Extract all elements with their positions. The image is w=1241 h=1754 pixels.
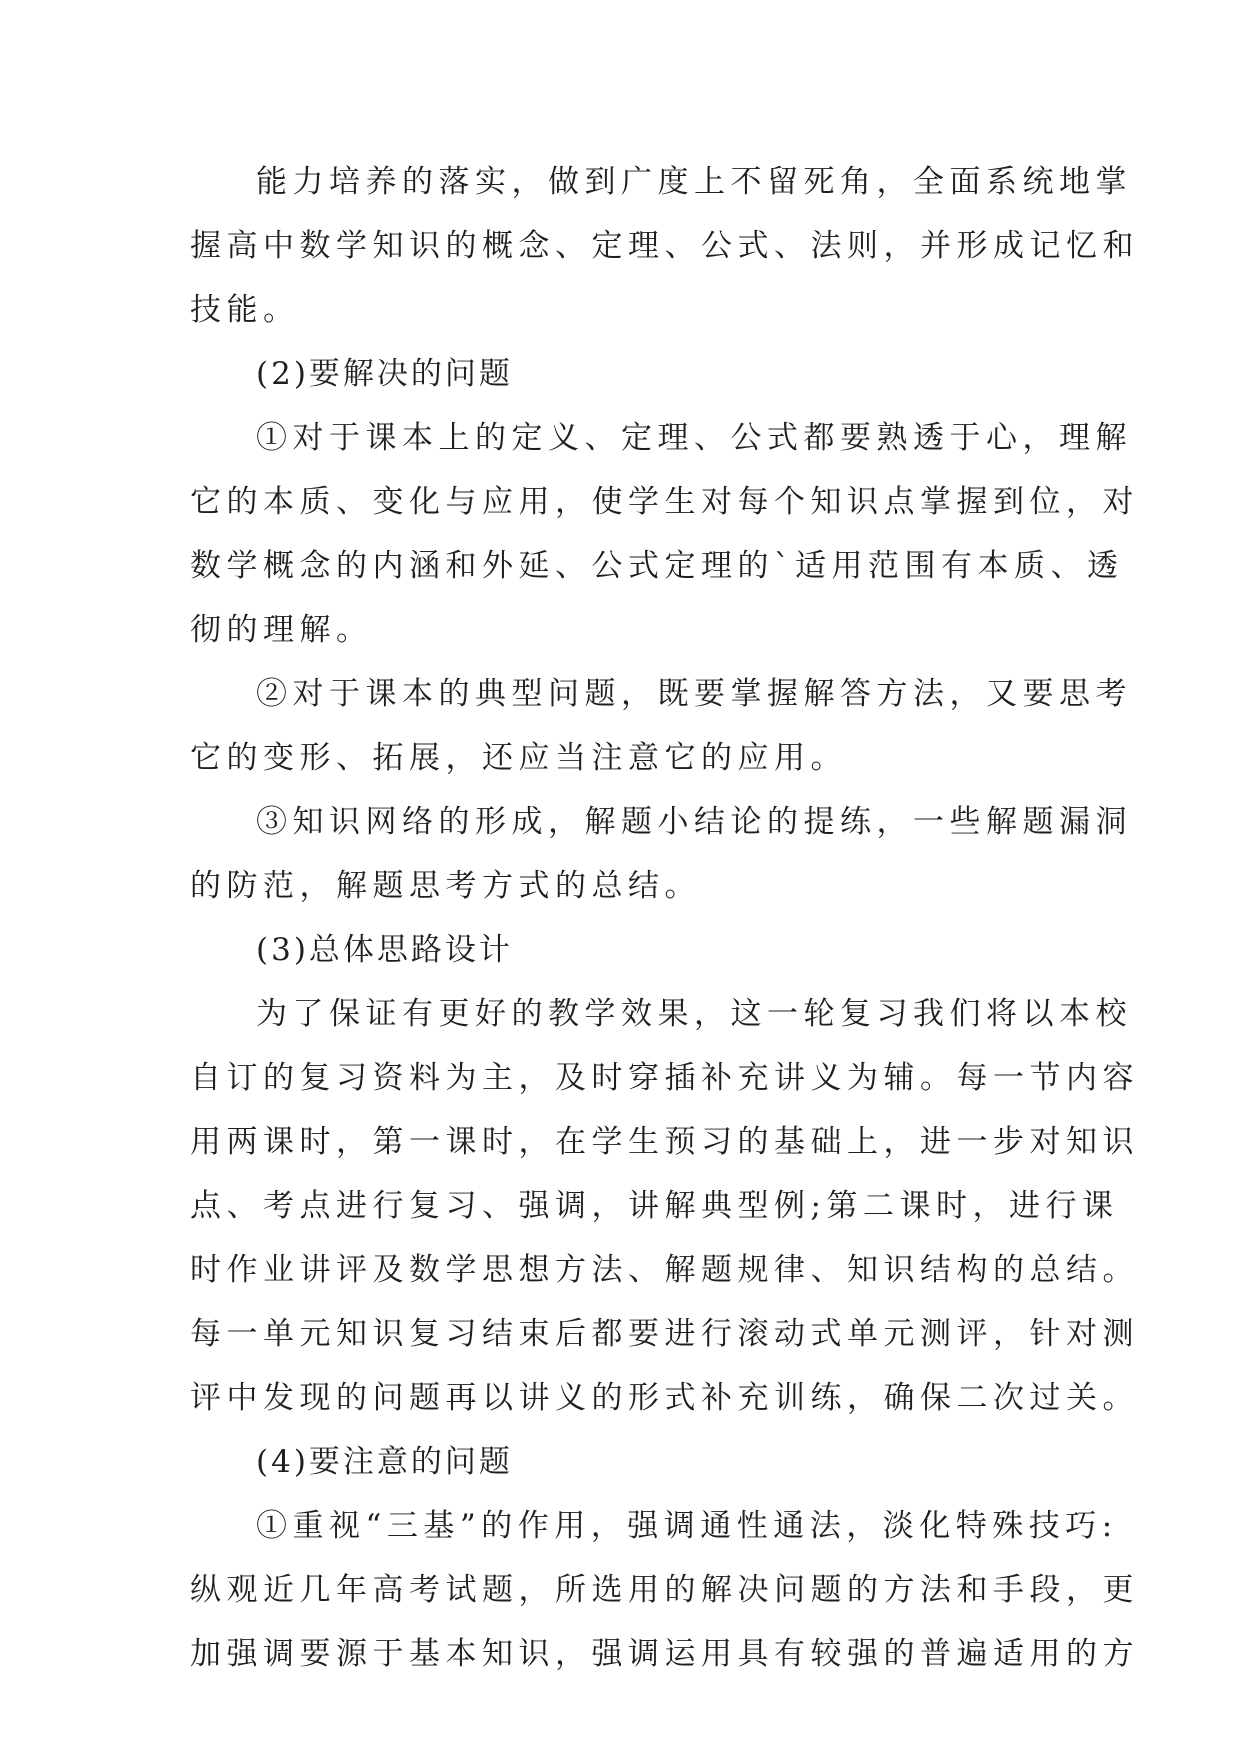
text-line: 握高中数学知识的概念、定理、公式、法则，并形成记忆和	[190, 228, 1139, 264]
text-line: 每一单元知识复习结束后都要进行滚动式单元测评，针对测	[190, 1316, 1139, 1352]
text-line: ①重视“三基”的作用，强调通性通法，淡化特殊技巧:	[256, 1508, 1118, 1544]
text-line: 它的本质、变化与应用，使学生对每个知识点掌握到位，对	[190, 484, 1139, 520]
text-line: 加强调要源于基本知识，强调运用具有较强的普遍适用的方	[190, 1636, 1139, 1672]
text-line: 时作业讲评及数学思想方法、解题规律、知识结构的总结。	[190, 1252, 1139, 1288]
text-line: 它的变形、拓展，还应当注意它的应用。	[190, 740, 847, 776]
text-line: 自订的复习资料为主，及时穿插补充讲义为辅。每一节内容	[190, 1060, 1139, 1096]
section-heading: (3)总体思路设计	[256, 932, 513, 968]
text-line: ②对于课本的典型问题，既要掌握解答方法，又要思考	[256, 676, 1132, 712]
text-line: 纵观近几年高考试题，所选用的解决问题的方法和手段，更	[190, 1572, 1139, 1608]
body-text	[190, 150, 1139, 1686]
text-line: 用两课时，第一课时，在学生预习的基础上，进一步对知识	[190, 1124, 1139, 1160]
text-line: ③知识网络的形成，解题小结论的提练，一些解题漏洞	[256, 804, 1132, 840]
text-line: 能力培养的落实，做到广度上不留死角，全面系统地掌	[256, 164, 1132, 200]
section-heading: (2)要解决的问题	[256, 356, 513, 392]
text-line: 彻的理解。	[190, 612, 373, 648]
text-line: 技能。	[190, 292, 300, 328]
text-line: 评中发现的问题再以讲义的形式补充训练，确保二次过关。	[190, 1380, 1139, 1416]
text-line: 数学概念的内涵和外延、公式定理的`适用范围有本质、透	[190, 548, 1124, 584]
text-line: 的防范，解题思考方式的总结。	[190, 868, 701, 904]
section-heading: (4)要注意的问题	[256, 1444, 513, 1480]
text-line: 为了保证有更好的教学效果，这一轮复习我们将以本校	[256, 996, 1132, 1032]
text-line: 点、考点进行复习、强调，讲解典型例;第二课时，进行课	[190, 1188, 1119, 1224]
text-line: ①对于课本上的定义、定理、公式都要熟透于心，理解	[256, 420, 1132, 456]
